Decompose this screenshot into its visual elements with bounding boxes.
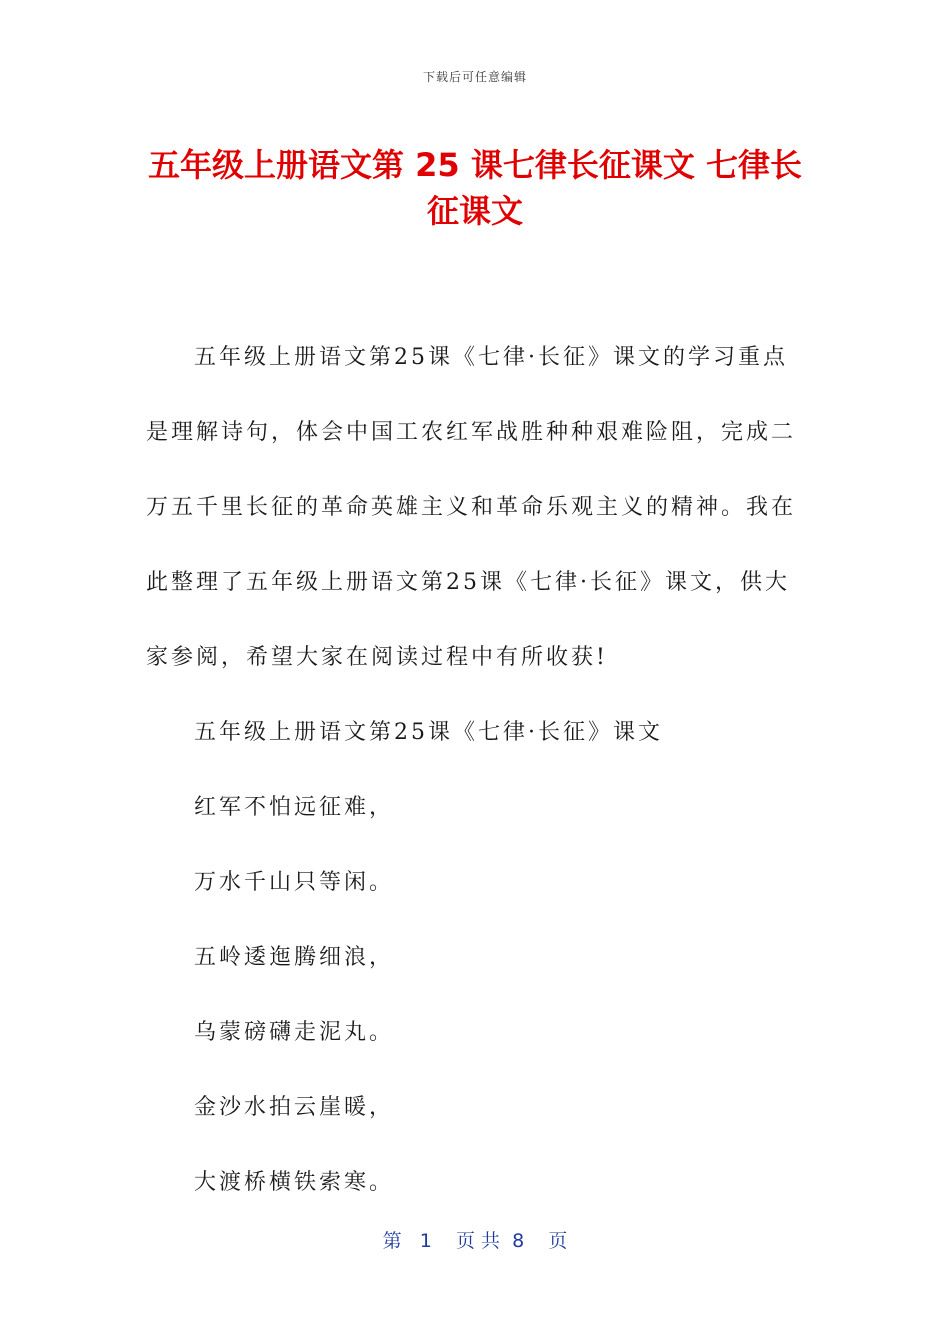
poem-line: 大渡桥横铁索寒。	[194, 1170, 395, 1195]
header-note: 下载后可任意编辑	[422, 70, 527, 84]
poem-line: 五岭逶迤腾细浪，	[194, 945, 395, 970]
poem-line: 金沙水拍云崖暖，	[194, 1095, 395, 1120]
poem-line: 乌蒙磅礴走泥丸。	[194, 1020, 395, 1045]
poem-line: 红军不怕远征难，	[194, 795, 395, 820]
intro-paragraph: 五年级上册语文第25课《七律·长征》课文的学习重点是理解诗句，体会中国工农红军战胜种种艰难险阻，完成二万五千里长征的革命英雄主义和革命乐观主义的精神。我在此整理了五年级上册语文第25课《七律·长征》课文，供大家参阅，希望大家在阅读过程中有所收获!	[146, 345, 797, 670]
page-number: 第 1 页 共 8 页	[382, 1230, 568, 1252]
document-body	[146, 320, 806, 1220]
document-title: 五年级上册语文第 25 课七律长征课文 七律长征课文	[148, 146, 802, 230]
poem-heading: 五年级上册语文第25课《七律·长征》课文	[194, 720, 663, 745]
poem-line: 万水千山只等闲。	[194, 870, 395, 895]
